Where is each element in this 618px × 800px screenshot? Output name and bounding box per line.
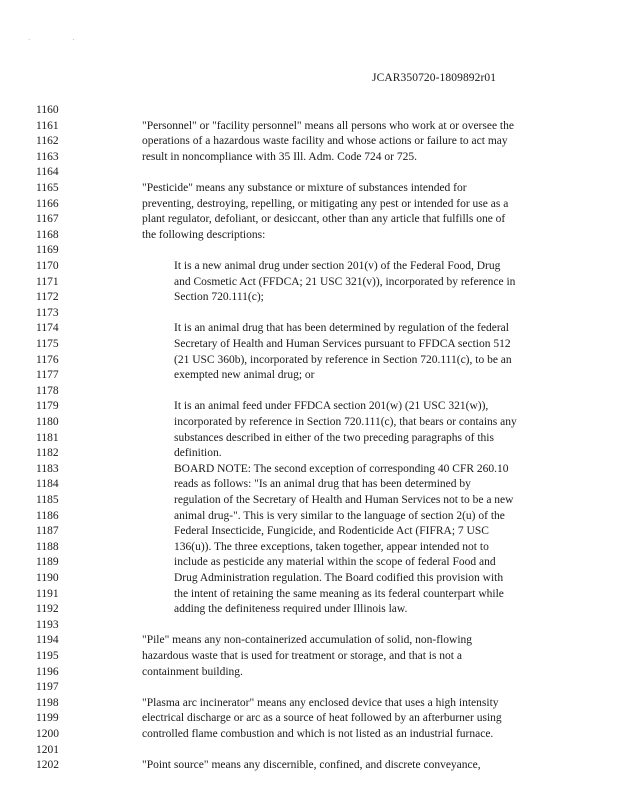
scan-corner-marks: · ·: [28, 36, 95, 44]
line-text: (21 USC 360b), incorporated by reference in Section 720.111(c), to be an: [174, 353, 512, 366]
document-header-id: JCAR350720-1809892r01: [372, 72, 497, 84]
line-number: 1167: [36, 213, 59, 226]
document-line: [0, 150, 618, 164]
document-line: [0, 306, 618, 320]
document-line: [0, 602, 618, 616]
line-text: substances described in either of the two preceding paragraphs of this: [174, 431, 494, 444]
line-number: 1200: [36, 728, 59, 740]
document-line: [0, 321, 618, 335]
line-text: animal drug-". This is very similar to the language of section 2(u) of the: [174, 509, 505, 522]
line-text: It is an animal feed under FFDCA section 201(w) (21 USC 321(w)),: [174, 400, 489, 413]
document-line: [0, 243, 618, 257]
document-line: [0, 587, 618, 601]
line-number: 1165: [36, 182, 59, 194]
document-line: [0, 509, 618, 523]
line-text: plant regulator, defoliant, or desiccant, other than any article that fulfills one of: [142, 213, 506, 226]
document-line: [0, 259, 618, 273]
line-text: controlled flame combustion and which is not listed as an industrial furnace.: [142, 728, 494, 740]
document-line: [0, 633, 618, 647]
line-text: BOARD NOTE: The second exception of corresponding 40 CFR 260.10: [174, 462, 509, 475]
line-number: 1195: [36, 650, 59, 662]
document-line: [0, 197, 618, 211]
line-text: hazardous waste that is used for treatment or storage, and that is not a: [142, 650, 462, 662]
line-text: Secretary of Health and Human Services pursuant to FFDCA section 512: [174, 338, 511, 350]
line-number: 1162: [36, 135, 59, 148]
line-number: 1189: [36, 556, 59, 569]
document-line: [0, 228, 618, 242]
document-line: [0, 680, 618, 694]
line-number: 1178: [36, 384, 59, 397]
line-number: 1169: [36, 244, 59, 257]
line-number: 1171: [36, 275, 59, 288]
document-line: [0, 119, 618, 133]
document-line: [0, 555, 618, 569]
line-number: 1201: [36, 743, 59, 756]
line-text: It is an animal drug that has been determined by regulation of the federal: [174, 322, 509, 335]
line-number: 1182: [36, 447, 59, 460]
line-number: 1184: [36, 478, 59, 491]
line-number: 1185: [36, 494, 59, 506]
document-line: [0, 524, 618, 538]
line-number: 1198: [36, 696, 59, 709]
line-text: 136(u)). The three exceptions, taken together, appear intended not to: [174, 540, 489, 553]
document-line: [0, 165, 618, 179]
document-line: [0, 275, 618, 289]
document-line: [0, 431, 618, 445]
document-line: [0, 540, 618, 554]
line-text: and Cosmetic Act (FFDCA; 21 USC 321(v)), incorporated by reference in: [174, 275, 516, 288]
line-number: 1202: [36, 759, 59, 772]
line-text: "Plasma arc incinerator" means any enclosed device that uses a high intensity: [142, 696, 499, 709]
line-number: 1186: [36, 509, 59, 522]
line-number: 1161: [36, 119, 59, 132]
line-number: 1177: [36, 369, 59, 382]
document-line: [0, 134, 618, 148]
line-text: containment building.: [142, 665, 243, 678]
line-number: 1164: [36, 166, 59, 179]
document-line: [0, 649, 618, 663]
line-number: 1175: [36, 338, 59, 350]
line-text: operations of a hazardous waste facility and whose actions or failure to act may: [142, 135, 508, 148]
document-line: [0, 337, 618, 351]
line-text: include as pesticide any material within the scope of federal Food and: [174, 556, 496, 569]
document-line: [0, 571, 618, 585]
document-line: [0, 758, 618, 772]
line-number: 1183: [36, 462, 59, 475]
line-number: 1181: [36, 431, 59, 444]
line-text: "Pile" means any non-containerized accumulation of solid, non-flowing: [142, 634, 473, 647]
line-number: 1163: [36, 150, 59, 163]
line-number: 1166: [36, 197, 59, 210]
document-line: [0, 368, 618, 382]
document-line: [0, 696, 618, 710]
line-number: 1188: [36, 540, 59, 553]
line-number: 1196: [36, 665, 59, 678]
document-line: [0, 711, 618, 725]
document-line: [0, 384, 618, 398]
line-text: electrical discharge or arc as a source of heat followed by an afterburner using: [142, 712, 502, 725]
line-number: 1199: [36, 712, 59, 725]
line-number: 1194: [36, 634, 59, 647]
line-text: preventing, destroying, repelling, or mitigating any pest or intended for use as a: [142, 197, 509, 210]
line-number: 1187: [36, 525, 59, 538]
line-number: 1179: [36, 400, 59, 413]
line-text: "Point source" means any discernible, confined, and discrete conveyance,: [142, 759, 481, 772]
line-text: reads as follows: "Is an animal drug that has been determined by: [174, 478, 471, 491]
line-number: 1160: [36, 104, 59, 116]
document-line: [0, 353, 618, 367]
line-number: 1180: [36, 416, 59, 428]
line-text: exempted new animal drug; or: [174, 369, 315, 382]
line-text: Section 720.111(c);: [174, 291, 264, 304]
line-number: 1172: [36, 291, 59, 304]
line-text: Drug Administration regulation. The Board codified this provision with: [174, 572, 504, 584]
line-text: the following descriptions:: [142, 228, 266, 241]
line-text: adding the definiteness required under Illinois law.: [174, 603, 408, 616]
line-number: 1170: [36, 260, 59, 272]
document-line: [0, 727, 618, 741]
line-text: "Personnel" or "facility personnel" means all persons who work at or oversee the: [142, 119, 514, 132]
line-number: 1193: [36, 618, 59, 631]
line-text: definition.: [174, 447, 222, 460]
document-line: [0, 212, 618, 226]
line-number: 1197: [36, 681, 59, 694]
line-number: 1168: [36, 228, 59, 241]
line-number: 1190: [36, 572, 59, 584]
document-line: [0, 618, 618, 632]
line-text: "Pesticide" means any substance or mixture of substances intended for: [142, 182, 467, 194]
line-text: Federal Insecticide, Fungicide, and Rodenticide Act (FIFRA; 7 USC: [174, 525, 489, 538]
line-text: regulation of the Secretary of Health and Human Services not to be a new: [174, 494, 514, 506]
document-line: [0, 743, 618, 757]
line-text: result in noncompliance with 35 Ill. Adm. Code 724 or 725.: [142, 150, 418, 163]
line-text: the intent of retaining the same meaning as its federal counterpart while: [174, 587, 504, 600]
line-number: 1192: [36, 603, 59, 616]
line-text: It is a new animal drug under section 201(v) of the Federal Food, Drug: [174, 260, 501, 272]
document-line: [0, 415, 618, 429]
document-line: [0, 181, 618, 195]
document-line: [0, 493, 618, 507]
line-number: 1173: [36, 306, 59, 319]
document-line: [0, 665, 618, 679]
document-line: [0, 103, 618, 117]
document-line: [0, 399, 618, 413]
document-line: [0, 290, 618, 304]
line-number: 1176: [36, 353, 59, 366]
line-number: 1174: [36, 322, 59, 335]
line-text: incorporated by reference in Section 720.111(c), that bears or contains any: [174, 416, 517, 428]
document-line: [0, 477, 618, 491]
document-line: [0, 462, 618, 476]
document-line: [0, 446, 618, 460]
line-number: 1191: [36, 587, 59, 600]
